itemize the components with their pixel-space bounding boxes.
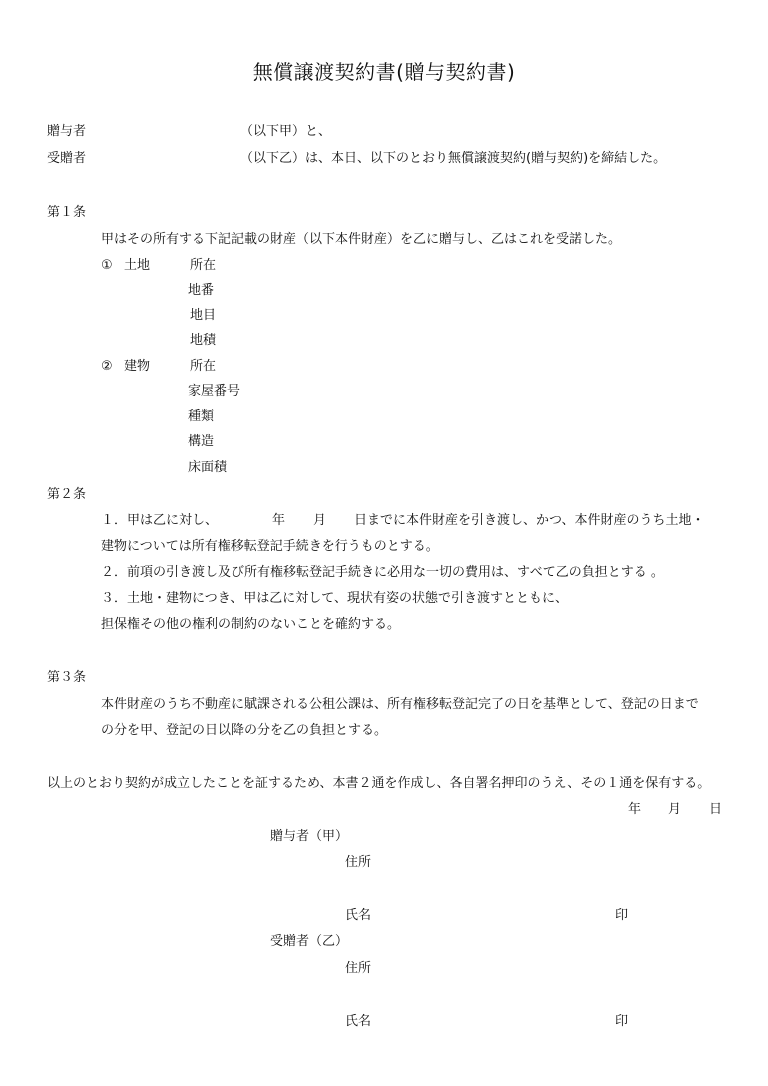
signature-donor-seal: 印 [615,908,629,923]
article2-item1-year: 年 [272,513,286,528]
article2-item3-continuation: 担保権その他の権利の制約のないことを確約する。 [101,617,401,632]
donee-suffix: （以下乙）は、本日、以下のとおり無償譲渡契約(贈与契約)を締結した。 [240,151,667,166]
signature-donee-name-label: 氏名 [345,1014,372,1029]
article2-item1-start: １．甲は乙に対し、 [101,513,219,528]
signature-donee-address-label: 住所 [345,961,372,976]
article2-item2: ２．前項の引き渡し及び所有権移転登記手続きに必用な一切の費用は、すべて乙の負担とする 。 [101,565,664,580]
article1-body: 甲はその所有する下記記載の財産（以下本件財産）を乙に贈与し、乙はこれを受諾した。 [101,232,622,247]
land-field-lot-number: 地番 [188,283,215,298]
article2-heading: 第２条 [47,487,87,502]
building-label: 建物 [124,359,151,374]
article2-item1-continuation: 建物については所有権移転登記手続きを行うものとする。 [101,539,439,554]
signature-donor-label: 贈与者（甲） [270,829,349,844]
signature-donor-name-label: 氏名 [345,908,372,923]
signature-donee-label: 受贈者（乙） [270,934,349,949]
date-month: 月 [668,802,682,817]
building-number: ② [101,359,113,374]
building-field-location: 所在 [190,359,217,374]
closing-statement: 以上のとおり契約が成立したことを証するため、本書２通を作成し、各自署名押印のうえ、その１通を保有する。 [47,776,711,791]
article2-item1-rest: 日までに本件財産を引き渡し、かつ、本件財産のうち土地・ [354,513,705,528]
article3-line2: の分を甲、登記の日以降の分を乙の負担とする。 [101,723,388,738]
page-title: 無償譲渡契約書(贈与契約書) [252,60,516,84]
signature-donor-address-label: 住所 [345,855,372,870]
signature-donee-seal: 印 [615,1014,629,1029]
article2-item3: ３．土地・建物につき、甲は乙に対して、現状有姿の状態で引き渡すとともに、 [101,591,568,606]
building-field-floor-area: 床面積 [188,460,228,475]
donee-label: 受贈者 [47,151,87,166]
article2-item1-month: 月 [313,513,327,528]
building-field-type: 種類 [188,409,215,424]
land-number: ① [101,258,113,273]
article1-heading: 第１条 [47,205,87,220]
building-field-house-number: 家屋番号 [188,384,241,399]
land-field-land-category: 地目 [190,308,217,323]
article3-line1: 本件財産のうち不動産に賦課される公租公課は、所有権移転登記完了の日を基準として、登記の日まで [101,697,699,712]
date-year: 年 [628,802,642,817]
donor-label: 贈与者 [47,124,87,139]
article3-heading: 第３条 [47,670,87,685]
land-label: 土地 [124,258,151,273]
building-field-structure: 構造 [188,434,215,449]
land-field-location: 所在 [190,258,217,273]
donor-suffix: （以下甲）と、 [240,124,332,139]
date-day: 日 [709,802,723,817]
land-field-area: 地積 [190,333,217,348]
